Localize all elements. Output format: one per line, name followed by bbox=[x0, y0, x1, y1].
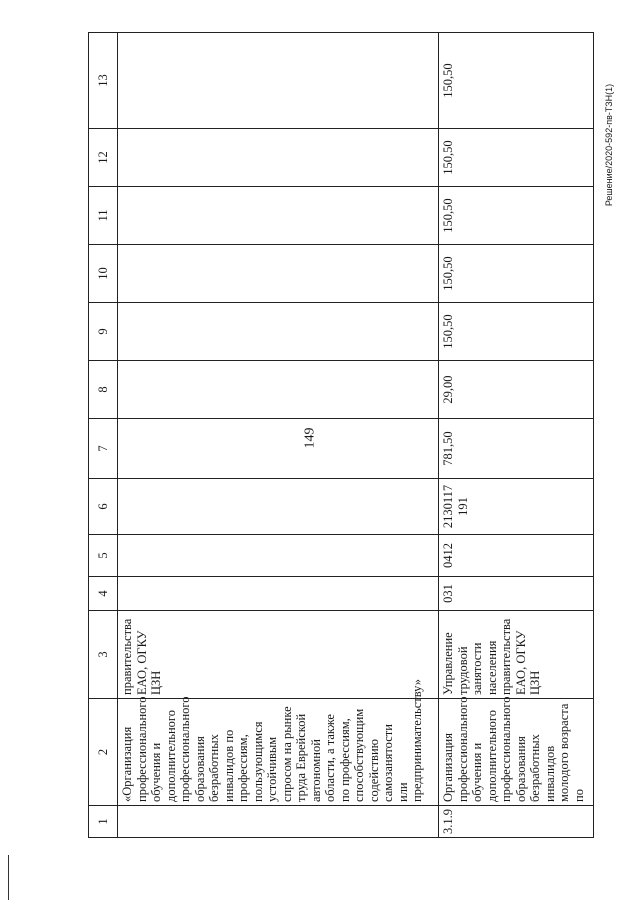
table-cell: 29,00 bbox=[439, 361, 594, 419]
table-cell: 2130117191 bbox=[439, 479, 594, 535]
table-cell: 150,50 bbox=[439, 303, 594, 361]
header-cell: 8 bbox=[89, 361, 118, 419]
table-cell bbox=[118, 577, 439, 611]
table-cell bbox=[118, 361, 439, 419]
table-cell-executor: Управление трудовой занятости населения правительства ЕАО, ОГКУ ЦЗН bbox=[439, 611, 594, 699]
table-cell-executor: правительства ЕАО, ОГКУ ЦЗН bbox=[118, 611, 439, 699]
document-reference: Решение/2020-592-пв-ТЗН(1) bbox=[604, 83, 615, 207]
header-cell: 2 bbox=[89, 699, 118, 806]
table-row bbox=[439, 33, 594, 838]
budget-table bbox=[88, 32, 594, 838]
header-cell: 11 bbox=[89, 187, 118, 245]
header-cell: 3 bbox=[89, 611, 118, 699]
table-cell-index: 3.1.9 bbox=[439, 806, 594, 838]
header-cell: 13 bbox=[89, 33, 118, 129]
table-cell: 150,50 bbox=[439, 245, 594, 303]
table-cell bbox=[118, 535, 439, 577]
table-cell bbox=[118, 419, 439, 479]
header-cell: 4 bbox=[89, 577, 118, 611]
header-cell: 12 bbox=[89, 129, 118, 187]
header-cell: 1 bbox=[89, 806, 118, 838]
table-row bbox=[118, 33, 439, 838]
table-cell bbox=[118, 245, 439, 303]
page-number: 149 bbox=[302, 427, 318, 449]
table-cell-index bbox=[118, 806, 439, 838]
table-cell: 031 bbox=[439, 577, 594, 611]
margin-mark bbox=[8, 855, 9, 900]
table-cell: 150,50 bbox=[439, 187, 594, 245]
table-container bbox=[88, 33, 586, 838]
table-cell-description: «Организация профессионального обучения и дополнительного профессионального образования безработных инвалидов по профессиям, пользующимся устойчивым спросом на рынке труда Еврейской автономной области, а также по профессиям, способствующим содействию самозанятости или предпринимательству» bbox=[118, 699, 439, 806]
table-cell bbox=[118, 187, 439, 245]
table-cell: 150,50 bbox=[439, 129, 594, 187]
header-cell: 10 bbox=[89, 245, 118, 303]
table-cell: 150,50 bbox=[439, 33, 594, 129]
header-cell: 6 bbox=[89, 479, 118, 535]
table-cell bbox=[118, 129, 439, 187]
table-cell: 0412 bbox=[439, 535, 594, 577]
header-cell: 9 bbox=[89, 303, 118, 361]
header-cell: 5 bbox=[89, 535, 118, 577]
table-cell bbox=[118, 303, 439, 361]
table-cell-description: Организация профессионального обучения и дополнительного профессионального образования безработных инвалидов молодого возраста по bbox=[439, 699, 594, 806]
table-cell bbox=[118, 33, 439, 129]
header-cell: 7 bbox=[89, 419, 118, 479]
header-row bbox=[89, 33, 118, 838]
table-cell bbox=[118, 479, 439, 535]
table-cell: 781,50 bbox=[439, 419, 594, 479]
